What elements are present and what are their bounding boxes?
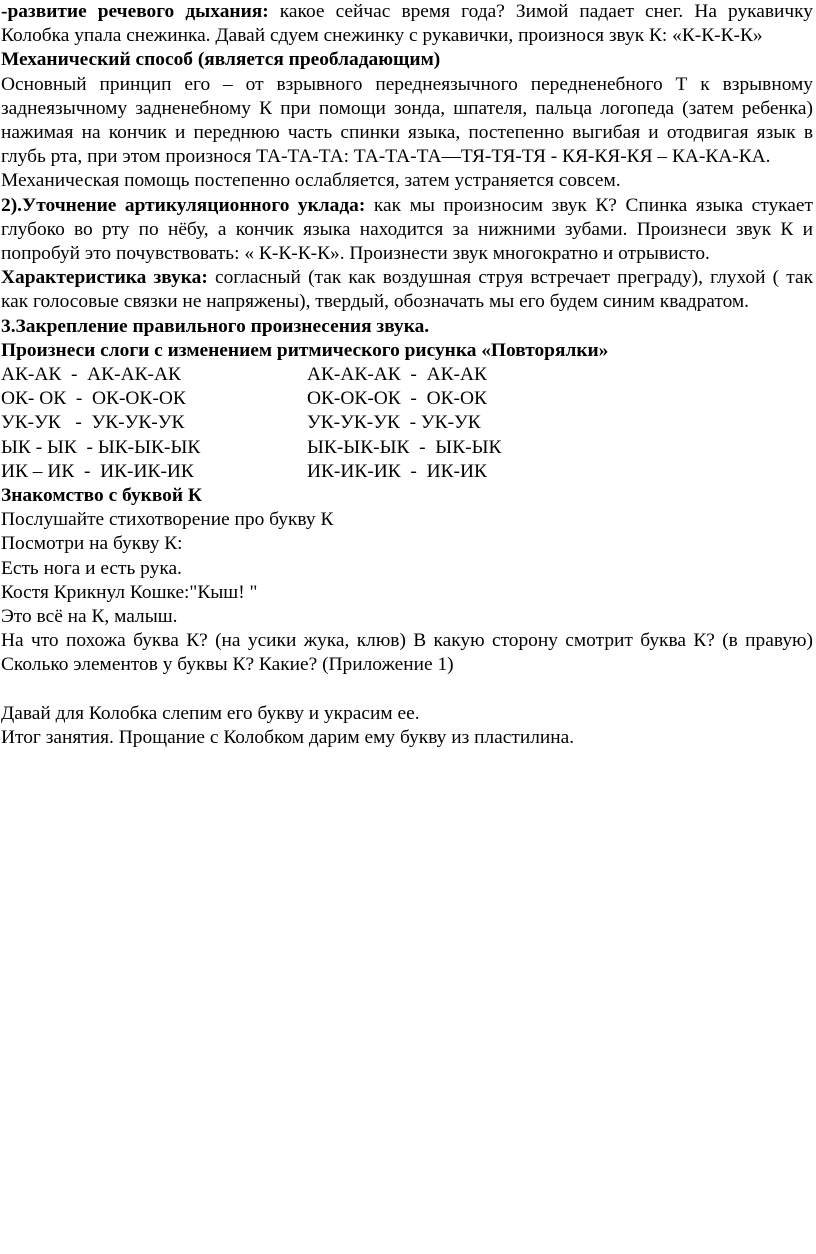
syllable-right: ОК-ОК-ОК - ОК-ОК — [307, 388, 487, 410]
syllable-row — [1, 436, 501, 460]
mechanical-heading: Механический способ (является преобладающим) — [1, 49, 441, 71]
poem-line: Это всё на К, малыш. — [1, 606, 178, 628]
syllable-row — [1, 411, 501, 435]
syllable-right: ЫК-ЫК-ЫК - ЫК-ЫК — [307, 436, 502, 458]
mechanical-help-note: Механическая помощь постепенно ослабляется, затем устраняется совсем. — [1, 170, 621, 192]
blank-line — [1, 678, 813, 702]
articulation-text: как мы произносим звук К? Спинка языка стукает глубоко во рту по нёбу, а кончик языка находится за нижними зубами. Произнеси звук К и попробуй это почувствовать: « К-К-К-К». Произнести звук многократно и отрывисто. — [1, 194, 813, 265]
syllables-table — [1, 363, 501, 484]
articulation-lead: 2).Уточнение артикуляционного уклада: — [1, 194, 366, 216]
syllable-right: АК-АК-АК - АК-АК — [307, 364, 487, 386]
syllable-left: ИК – ИК - ИК-ИК-ИК — [1, 460, 194, 482]
syllable-left: ЫК - ЫК - ЫК-ЫК-ЫК — [1, 436, 201, 458]
syllable-row — [1, 387, 501, 411]
articulation-paragraph — [1, 194, 813, 267]
characteristic-lead: Характеристика звука: — [1, 267, 208, 289]
mechanical-principle: Основный принцип его – от взрывного переднеязычного передненебного Т к взрывному заднеязычному задненебному К при помощи зонда, шпателя, пальца логопеда (затем ребенка) нажимая на кончик и переднюю часть спинки языка, постепенно выгибая и отодвигая язык в глубь рта, при этом произнося ТА-ТА-ТА: ТА-ТА-ТА—ТЯ-ТЯ-ТЯ - КЯ-КЯ-КЯ – КА-КА-КА. — [1, 73, 813, 168]
characteristic-paragraph — [1, 266, 813, 314]
syllable-left: АК-АК - АК-АК-АК — [1, 364, 181, 386]
ending-sculpt: Давай для Колобка слепим его букву и украсим ее. — [1, 702, 420, 724]
syllable-row — [1, 460, 501, 484]
letter-questions: На что похожа буква К? (на усики жука, клюв) В какую сторону смотрит буква К? (в правую) Сколько элементов у буквы К? Какие? (Приложение 1) — [1, 630, 813, 676]
breathing-paragraph — [1, 0, 813, 48]
poem-line: Посмотри на букву К: — [1, 533, 183, 555]
syllable-left: ОК- ОК - ОК-ОК-ОК — [1, 388, 186, 410]
characteristic-text: согласный (так как воздушная струя встречает преграду), глухой ( так как голосовые связки не напряжены), твердый, обозначать мы его будем синим квадратом. — [1, 267, 813, 313]
poem-line: Костя Крикнул Кошке:"Кыш! " — [1, 581, 258, 603]
syllable-right: ИК-ИК-ИК - ИК-ИК — [307, 460, 487, 482]
breathing-text: какое сейчас время года? Зимой падает снег. На рукавичку Колобка упала снежинка. Давай сдуем снежинку с рукавички, произнося звук К: «К-К-К-К» — [1, 1, 814, 47]
ending-summary: Итог занятия. Прощание с Колобком дарим ему букву из пластилина. — [1, 727, 575, 749]
syllable-row — [1, 363, 501, 387]
letter-heading: Знакомство с буквой К — [1, 485, 202, 507]
syllables-subheading: Произнеси слоги с изменением ритмического рисунка «Повторялки» — [1, 339, 609, 361]
poem-line: Есть нога и есть рука. — [1, 557, 182, 579]
letter-listen: Послушайте стихотворение про букву К — [1, 509, 334, 531]
syllable-left: УК-УК - УК-УК-УК — [1, 412, 185, 434]
breathing-lead: -развитие речевого дыхания: — [1, 1, 269, 22]
syllable-right: УК-УК-УК - УК-УК — [307, 412, 481, 434]
consolidation-heading: 3.Закрепление правильного произнесения звука. — [1, 315, 430, 337]
